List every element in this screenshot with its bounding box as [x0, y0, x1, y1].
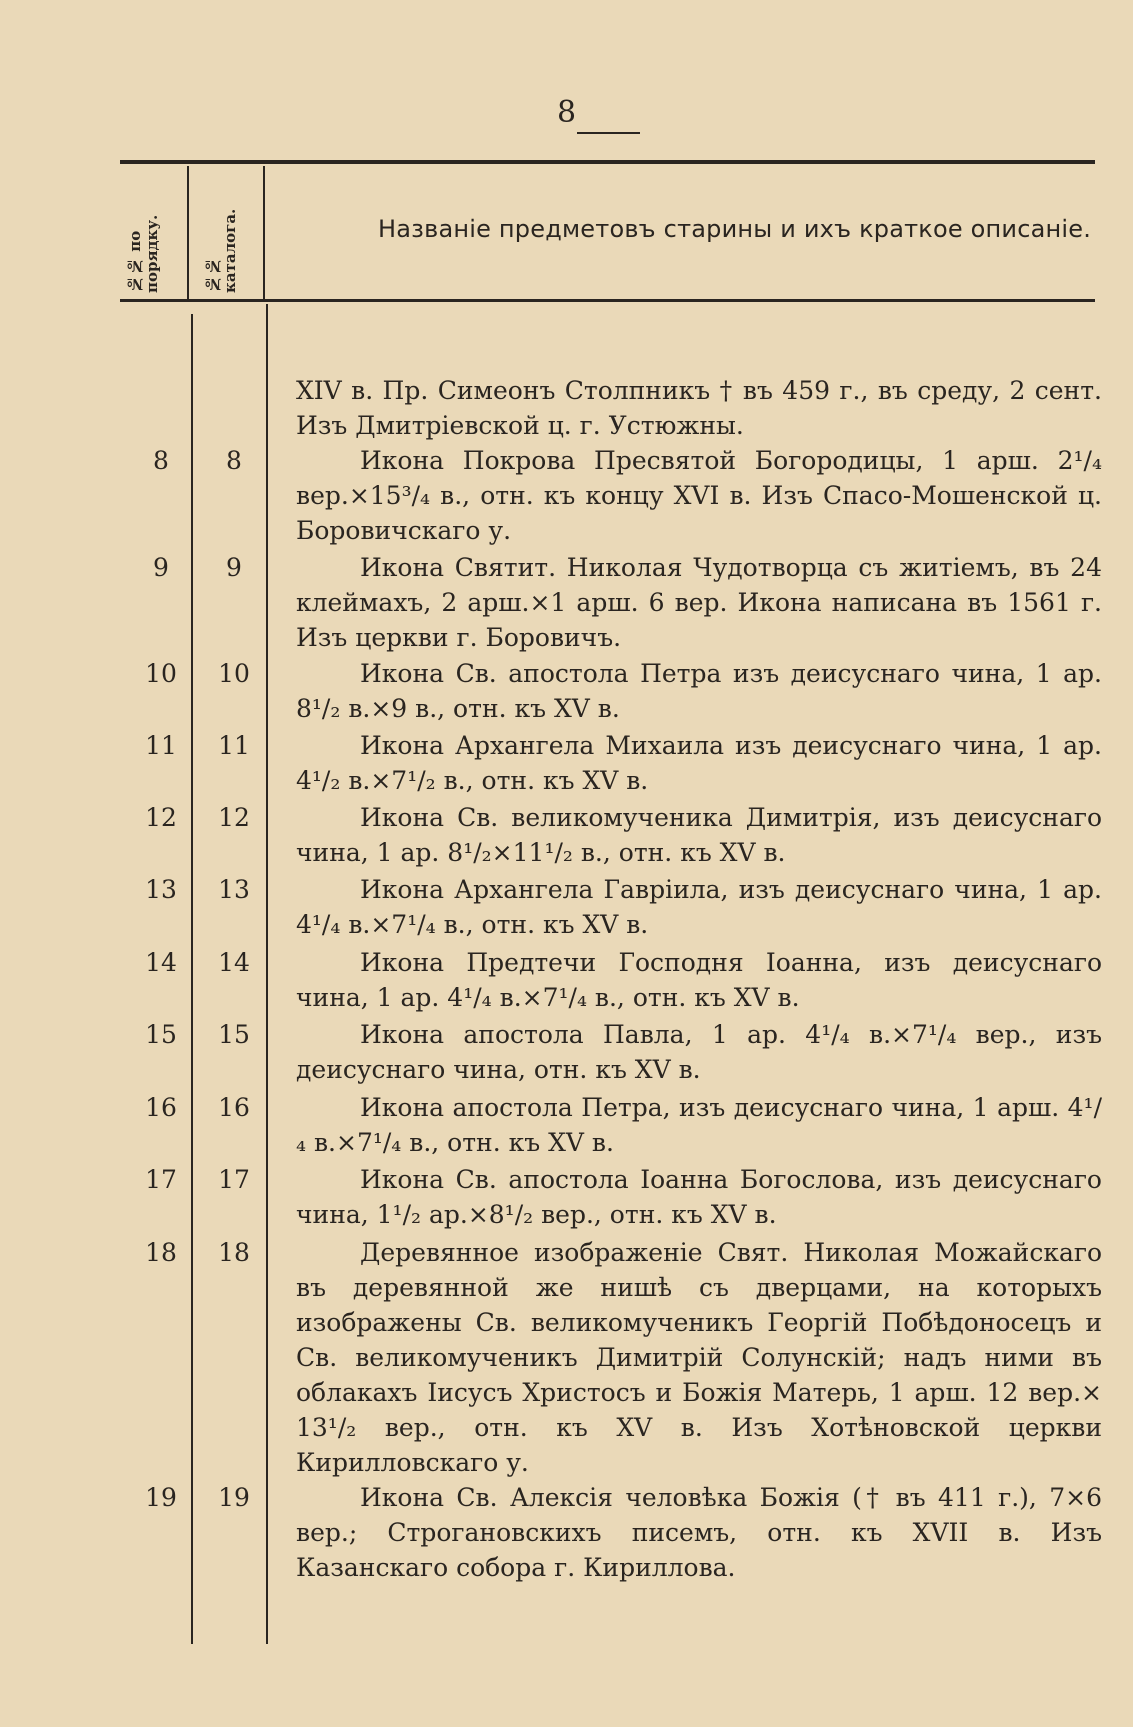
continuation-text: XIV в. Пр. Симеонъ Столпникъ † въ 459 г., въ среду, 2 сент. Изъ Дмитріевской ц. г. Устюжны. [296, 376, 1102, 440]
entry-description: Икона Св. апостола Іоанна Богослова, изъ деисуснаго чина, 1¹/₂ ар.×8¹/₂ вер., отн. къ XV в. [296, 1165, 1102, 1229]
entry-description: Икона Св. Алексія человѣка Божія († въ 411 г.), 7×6 вер.; Строгановскихъ писемъ, отн. къ XVII в. Изъ Казанскаго собора г. Кириллова. [296, 1483, 1102, 1582]
order-number: 10 [145, 659, 177, 688]
order-number: 16 [145, 1093, 177, 1122]
entry-description: Деревянное изображеніе Свят. Николая Можайскаго въ деревянной же нишѣ съ дверцами, на которыхъ изображены Св. великомученикъ Георгій Побѣдоносецъ и Св. великомученикъ Димитрій Солунскій; надъ ними въ облакахъ Іисусъ Христосъ и Божія Матерь, 1 арш. 12 вер.× 13¹/₂ вер., отн. къ XV в. Изъ Хотѣновской церкви Кирилловскаго у. [296, 1238, 1102, 1477]
catalog-number: 13 [218, 875, 250, 904]
catalog-number: 12 [218, 803, 250, 832]
catalog-number: 18 [218, 1238, 250, 1267]
entry-description: Икона Св. великомученика Димитрія, изъ деисуснаго чина, 1 ар. 8¹/₂×11¹/₂ в., отн. къ XV в. [296, 803, 1102, 867]
entry-description: Икона апостола Петра, изъ деисуснаго чина, 1 арш. 4¹/₄ в.×7¹/₄ в., отн. къ XV в. [296, 1093, 1102, 1157]
catalog-number: 16 [218, 1093, 250, 1122]
header-order-number: №№ по порядку. [126, 214, 161, 293]
order-number: 15 [145, 1020, 177, 1049]
entry-description: Икона Предтечи Господня Іоанна, изъ деисуснаго чина, 1 ар. 4¹/₄ в.×7¹/₄ в., отн. къ XV в. [296, 948, 1102, 1012]
entry-description: Икона Покрова Пресвятой Богородицы, 1 арш. 2¹/₄ вер.×15³/₄ в., отн. къ концу XVI в. Изъ Спасо-Мошенской ц. Боровичскаго у. [296, 446, 1102, 545]
table-top-rule [120, 160, 1095, 164]
order-number: 9 [153, 553, 169, 582]
order-number: 14 [145, 948, 177, 977]
order-number: 17 [145, 1165, 177, 1194]
order-number: 18 [145, 1238, 177, 1267]
catalog-number: 14 [218, 948, 250, 977]
header-catalog-number: №№ каталога. [204, 208, 239, 293]
entry-description: Икона Святит. Николая Чудотворца съ житіемъ, въ 24 клеймахъ, 2 арш.×1 арш. 6 вер. Икона написана въ 1561 г. Изъ церкви г. Боровичъ. [296, 553, 1102, 652]
page-number-underline [577, 132, 640, 134]
order-number: 13 [145, 875, 177, 904]
order-number: 19 [145, 1483, 177, 1512]
catalog-number: 10 [218, 659, 250, 688]
catalog-number: 19 [218, 1483, 250, 1512]
column-divider-2-header [263, 166, 265, 299]
table-header-rule [120, 299, 1095, 302]
order-number: 12 [145, 803, 177, 832]
page-number: 8 [556, 95, 577, 130]
entry-description: Икона Св. апостола Петра изъ деисуснаго чина, 1 ар. 8¹/₂ в.×9 в., отн. къ XV в. [296, 659, 1102, 723]
catalog-number: 9 [226, 553, 242, 582]
order-number: 8 [153, 446, 169, 475]
column-divider-2 [266, 304, 268, 1644]
catalog-number: 15 [218, 1020, 250, 1049]
column-divider-1-header [187, 166, 189, 299]
entry-description: Икона Архангела Гавріила, изъ деисуснаго чина, 1 ар. 4¹/₄ в.×7¹/₄ в., отн. къ XV в. [296, 875, 1102, 939]
header-description-title: Названіе предметовъ старины и ихъ краткое описаніе. [378, 215, 1092, 243]
catalog-number: 8 [226, 446, 242, 475]
catalog-number: 11 [218, 731, 250, 760]
catalog-number: 17 [218, 1165, 250, 1194]
entry-description: Икона Архангела Михаила изъ деисуснаго чина, 1 ар. 4¹/₂ в.×7¹/₂ в., отн. къ XV в. [296, 731, 1102, 795]
entry-description: Икона апостола Павла, 1 ар. 4¹/₄ в.×7¹/₄ вер., изъ деисуснаго чина, отн. къ XV в. [296, 1020, 1102, 1084]
order-number: 11 [145, 731, 177, 760]
